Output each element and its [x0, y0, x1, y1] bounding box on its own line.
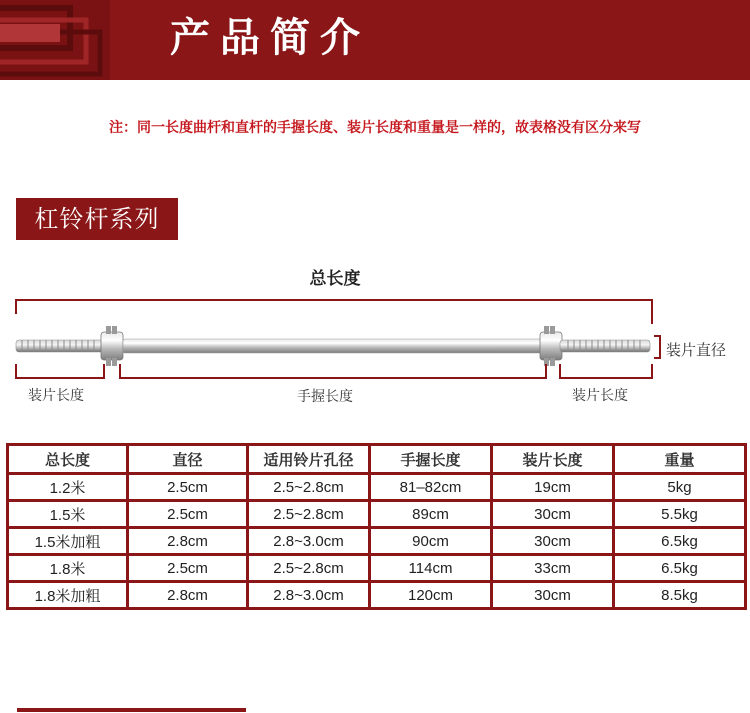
right-sleeve-bracket	[560, 364, 652, 378]
cell-plate-hole: 2.5~2.8cm	[248, 555, 370, 582]
cell-sleeve-length: 30cm	[492, 582, 614, 609]
right-collar	[540, 326, 562, 366]
cell-sleeve-length: 30cm	[492, 528, 614, 555]
cell-grip-length: 90cm	[370, 528, 492, 555]
cell-total-length: 1.2米	[8, 474, 128, 501]
cell-weight: 6.5kg	[614, 555, 746, 582]
left-sleeve-length-label: 装片长度	[28, 388, 84, 404]
table-row	[8, 501, 746, 528]
cell-diameter: 2.8cm	[128, 528, 248, 555]
total-length-label: 总长度	[309, 269, 361, 289]
cell-weight: 8.5kg	[614, 582, 746, 609]
cell-grip-length: 81–82cm	[370, 474, 492, 501]
header-banner	[0, 0, 750, 80]
table-row	[8, 555, 746, 582]
sleeve-diameter-bracket	[654, 336, 660, 358]
sleeve-diameter-label: 装片直径	[666, 341, 727, 359]
cell-plate-hole: 2.8~3.0cm	[248, 582, 370, 609]
cell-weight: 5.5kg	[614, 501, 746, 528]
table-row	[8, 582, 746, 609]
spec-table	[6, 443, 747, 610]
grip-length-label: 手握长度	[297, 389, 353, 405]
header-weight: 重量	[614, 445, 746, 474]
page-title: 产品简介	[170, 14, 370, 61]
cell-diameter: 2.5cm	[128, 474, 248, 501]
cell-diameter: 2.5cm	[128, 501, 248, 528]
cell-grip-length: 120cm	[370, 582, 492, 609]
table-header-row	[8, 445, 746, 474]
section-title: 杠铃杆系列	[16, 198, 178, 240]
header-total-length: 总长度	[8, 445, 128, 474]
total-length-bracket	[16, 300, 652, 324]
banner-decoration	[0, 0, 110, 80]
cell-diameter: 2.8cm	[128, 582, 248, 609]
cell-diameter: 2.5cm	[128, 555, 248, 582]
header-grip-length: 手握长度	[370, 445, 492, 474]
cell-total-length: 1.5米加粗	[8, 528, 128, 555]
cell-plate-hole: 2.5~2.8cm	[248, 474, 370, 501]
cell-sleeve-length: 19cm	[492, 474, 614, 501]
footer-divider	[17, 708, 246, 712]
cell-grip-length: 114cm	[370, 555, 492, 582]
cell-plate-hole: 2.5~2.8cm	[248, 501, 370, 528]
header-sleeve-length: 装片长度	[492, 445, 614, 474]
cell-sleeve-length: 30cm	[492, 501, 614, 528]
cell-plate-hole: 2.8~3.0cm	[248, 528, 370, 555]
left-sleeve	[16, 340, 104, 352]
cell-weight: 6.5kg	[614, 528, 746, 555]
cell-total-length: 1.8米加粗	[8, 582, 128, 609]
cell-grip-length: 89cm	[370, 501, 492, 528]
table-row	[8, 528, 746, 555]
note-text: 注：同一长度曲杆和直杆的手握长度、装片长度和重量是一样的，故表格没有区分来写	[109, 120, 641, 136]
cell-total-length: 1.8米	[8, 555, 128, 582]
header-plate-hole: 适用铃片孔径	[248, 445, 370, 474]
left-sleeve-bracket	[16, 364, 104, 378]
cell-weight: 5kg	[614, 474, 746, 501]
cell-sleeve-length: 33cm	[492, 555, 614, 582]
grip-bracket	[120, 364, 546, 378]
left-collar	[101, 326, 123, 366]
cell-total-length: 1.5米	[8, 501, 128, 528]
header-diameter: 直径	[128, 445, 248, 474]
right-sleeve-length-label: 装片长度	[572, 388, 628, 404]
table-row	[8, 474, 746, 501]
